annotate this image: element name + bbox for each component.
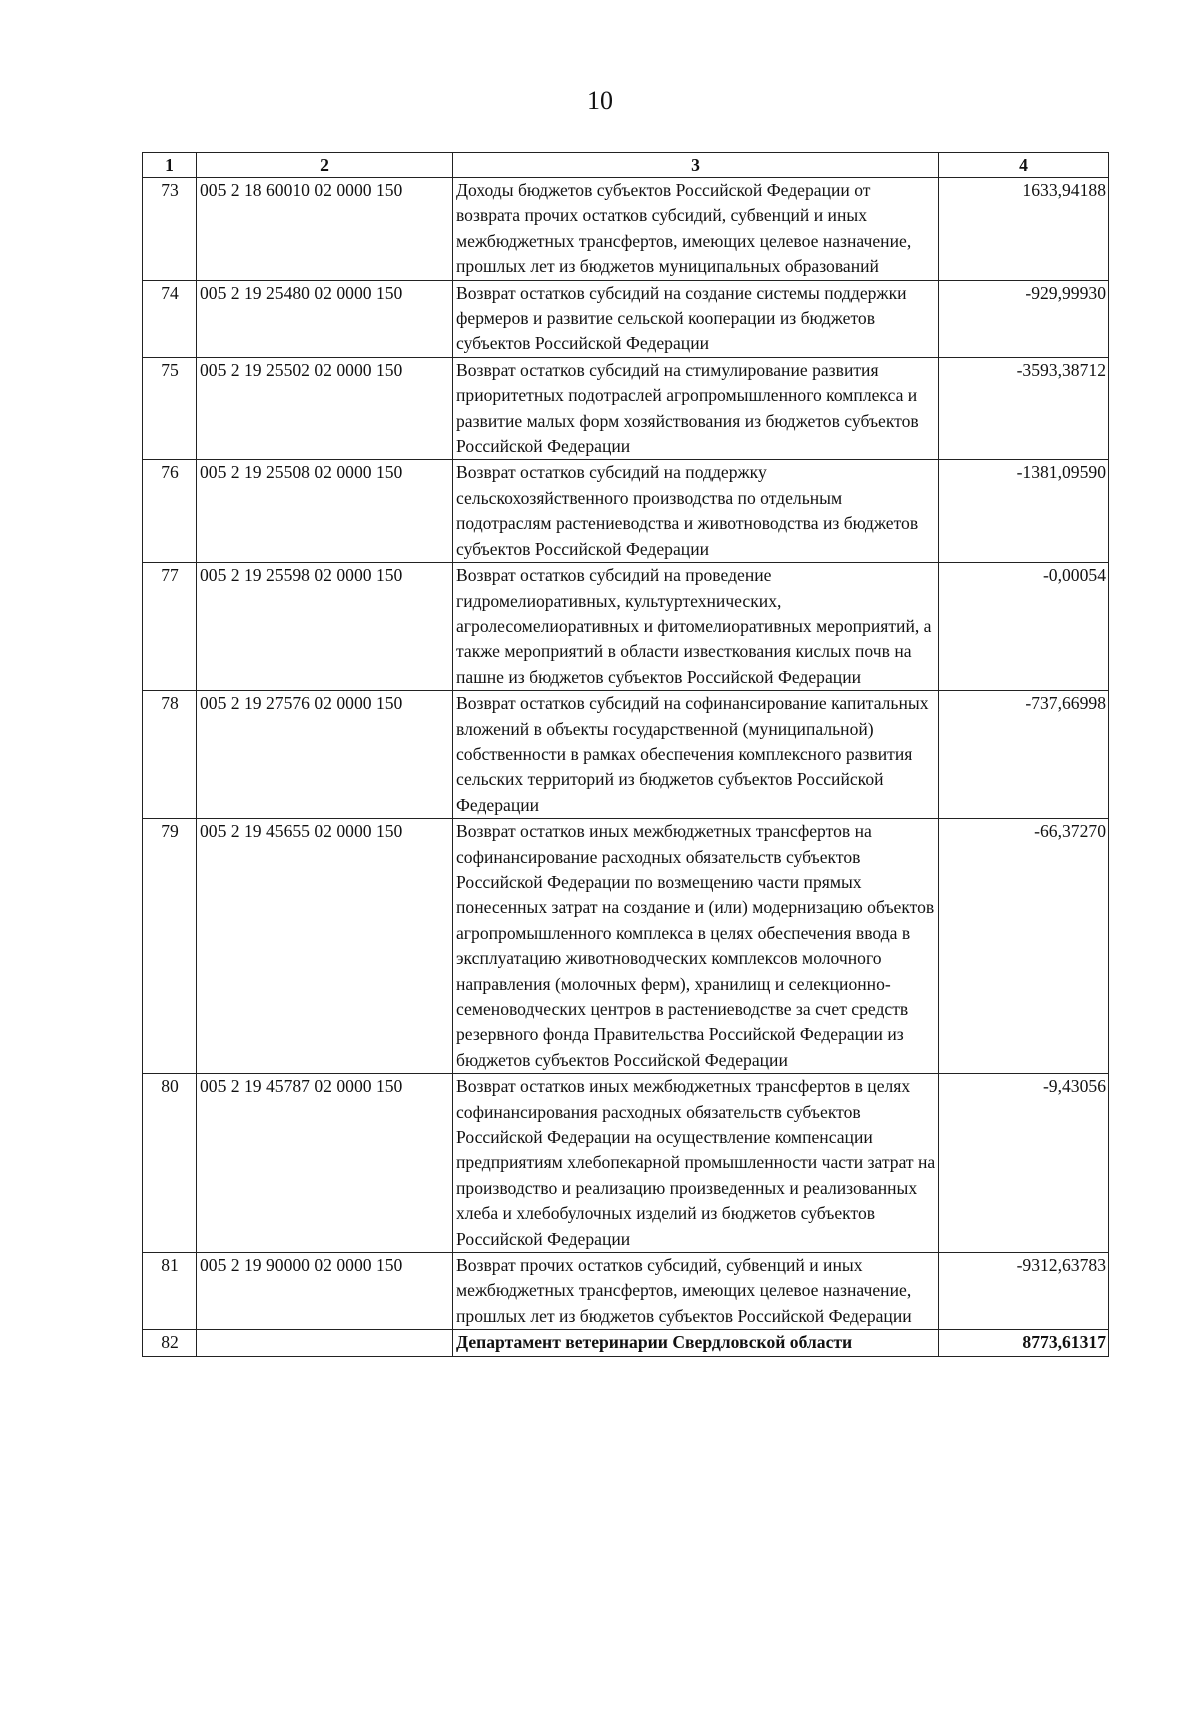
row-description: Возврат остатков субсидий на создание системы поддержки фермеров и развитие сельской кооперации из бюджетов субъектов Российской Федерации: [453, 280, 939, 357]
table-row: [143, 1074, 1109, 1253]
table-row: [143, 819, 1109, 1074]
row-description: Возврат остатков субсидий на проведение гидромелиоративных, культуртехнических, агролесомелиоративных и фитомелиоративных мероприятий, а также мероприятий в области известкования кислых почв на пашне из бюджетов субъектов Российской Федерации: [453, 563, 939, 691]
header-col-4: 4: [939, 153, 1109, 178]
budget-code: 005 2 19 25598 02 0000 150: [197, 563, 453, 691]
budget-code: [197, 1330, 453, 1356]
row-amount: -9,43056: [939, 1074, 1109, 1253]
row-description: Возврат прочих остатков субсидий, субвенций и иных межбюджетных трансфертов, имеющих целевое назначение, прошлых лет из бюджетов субъектов Российской Федерации: [453, 1253, 939, 1330]
budget-code: 005 2 19 27576 02 0000 150: [197, 691, 453, 819]
table-row: [143, 460, 1109, 563]
table-row: [143, 691, 1109, 819]
budget-code: 005 2 19 25502 02 0000 150: [197, 357, 453, 460]
table-row-total: [143, 1330, 1109, 1356]
row-amount: 1633,94188: [939, 178, 1109, 281]
table-header: [143, 153, 1109, 178]
budget-code: 005 2 18 60010 02 0000 150: [197, 178, 453, 281]
budget-code: 005 2 19 25508 02 0000 150: [197, 460, 453, 563]
budget-table: [142, 152, 1109, 1357]
table-row: [143, 357, 1109, 460]
row-amount: 8773,61317: [939, 1330, 1109, 1356]
row-number: 82: [143, 1330, 197, 1356]
row-number: 81: [143, 1253, 197, 1330]
row-number: 73: [143, 178, 197, 281]
budget-code: 005 2 19 90000 02 0000 150: [197, 1253, 453, 1330]
row-number: 74: [143, 280, 197, 357]
table-body: [143, 178, 1109, 1357]
row-amount: -66,37270: [939, 819, 1109, 1074]
header-col-2: 2: [197, 153, 453, 178]
row-number: 76: [143, 460, 197, 563]
page-number: 10: [587, 86, 613, 115]
row-amount: -737,66998: [939, 691, 1109, 819]
row-amount: -1381,09590: [939, 460, 1109, 563]
header-col-1: 1: [143, 153, 197, 178]
row-amount: -9312,63783: [939, 1253, 1109, 1330]
row-number: 80: [143, 1074, 197, 1253]
header-row: [143, 153, 1109, 178]
budget-code: 005 2 19 25480 02 0000 150: [197, 280, 453, 357]
budget-code: 005 2 19 45655 02 0000 150: [197, 819, 453, 1074]
row-description: Департамент ветеринарии Свердловской области: [453, 1330, 939, 1356]
row-amount: -3593,38712: [939, 357, 1109, 460]
row-number: 79: [143, 819, 197, 1074]
row-description: Доходы бюджетов субъектов Российской Федерации от возврата прочих остатков субсидий, субвенций и иных межбюджетных трансфертов, имеющих целевое назначение, прошлых лет из бюджетов муниципальных образований: [453, 178, 939, 281]
row-description: Возврат остатков субсидий на софинансирование капитальных вложений в объекты государственной (муниципальной) собственности в рамках обеспечения комплексного развития сельских территорий из бюджетов субъектов Российской Федерации: [453, 691, 939, 819]
row-number: 75: [143, 357, 197, 460]
row-description: Возврат остатков иных межбюджетных трансфертов в целях софинансирования расходных обязательств субъектов Российской Федерации на осуществление компенсации предприятиям хлебопекарной промышленности части затрат на производство и реализацию произведенных и реализованных хлеба и хлебобулочных изделий из бюджетов субъектов Российской Федерации: [453, 1074, 939, 1253]
table-row: [143, 563, 1109, 691]
row-description: Возврат остатков субсидий на поддержку сельскохозяйственного производства по отдельным подотраслям растениеводства и животноводства из бюджетов субъектов Российской Федерации: [453, 460, 939, 563]
header-col-3: 3: [453, 153, 939, 178]
row-description: Возврат остатков субсидий на стимулирование развития приоритетных подотраслей агропромышленного комплекса и развитие малых форм хозяйствования из бюджетов субъектов Российской Федерации: [453, 357, 939, 460]
row-number: 77: [143, 563, 197, 691]
row-amount: -929,99930: [939, 280, 1109, 357]
row-description: Возврат остатков иных межбюджетных трансфертов на софинансирование расходных обязательств субъектов Российской Федерации по возмещению части прямых понесенных затрат на создание и (или) модернизацию объектов агропромышленного комплекса в целях обеспечения ввода в эксплуатацию животноводческих комплексов молочного направления (молочных ферм), хранилищ и селекционно-семеноводческих центров в растениеводстве за счет средств резервного фонда Правительства Российской Федерации из бюджетов субъектов Российской Федерации: [453, 819, 939, 1074]
table-row: [143, 1253, 1109, 1330]
budget-code: 005 2 19 45787 02 0000 150: [197, 1074, 453, 1253]
row-number: 78: [143, 691, 197, 819]
table-row: [143, 280, 1109, 357]
table-row: [143, 178, 1109, 281]
row-amount: -0,00054: [939, 563, 1109, 691]
